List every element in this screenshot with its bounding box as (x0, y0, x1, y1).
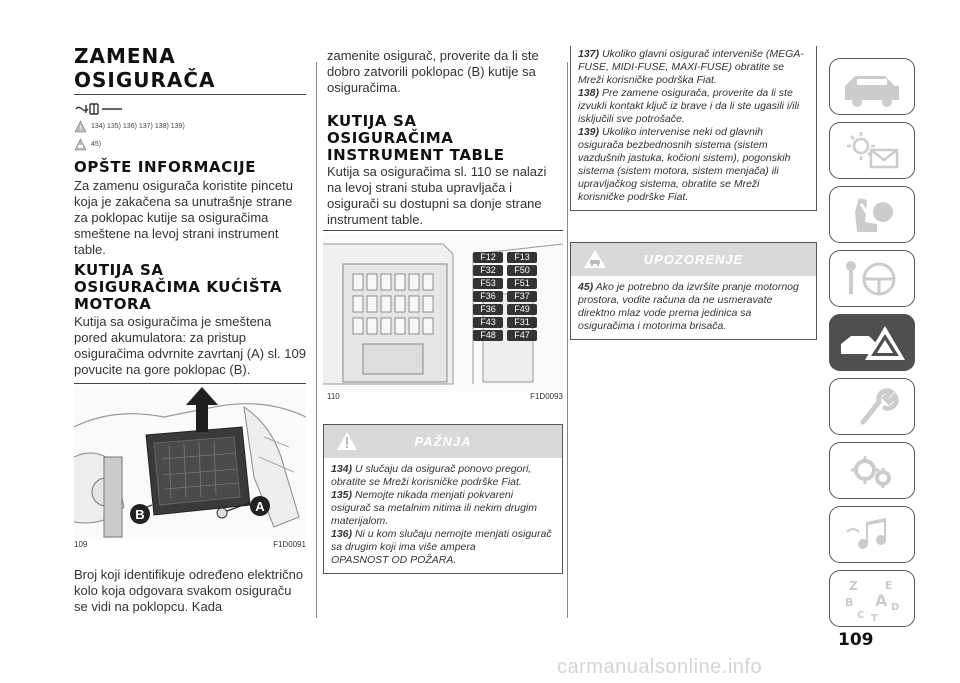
heading-kutija-line2: OSIGURAČIMA KUĆIŠTA (74, 278, 283, 296)
label-b-callout: B (130, 504, 150, 524)
fuse-label: F48 (473, 330, 503, 341)
tab-dashboard[interactable] (829, 58, 915, 115)
fuse-label: F47 (507, 330, 537, 341)
note-text: Ni u kom slučaju nemojte menjati osigurač sa drugim koji ima više ampera (331, 528, 552, 553)
fuse-label: F50 (507, 265, 537, 276)
tab-maintenance[interactable] (829, 378, 915, 435)
note-text: Ako je potrebno da izvršite pranje motornog prostora, vodite računa da ne usmeravate direktno mlaz vode prema jedinica sa osiguračima i motorima brisača. (578, 281, 799, 332)
tab-index[interactable] (829, 570, 915, 627)
heading-instr-line2: OSIGURAČIMA (327, 129, 454, 147)
attention-body-continued (571, 46, 816, 210)
paragraph-opste: Za zamenu osigurača koristite pincetu koja je zakačena sa unutrašnje strane za poklopac kutije sa osiguračima smeštene na levoj strani instrument table. (74, 178, 293, 257)
section-title-line1: ZAMENA (74, 44, 176, 68)
note-139 (578, 126, 808, 204)
attention-box (323, 424, 563, 574)
warning-box (570, 242, 817, 340)
heading-opste-informacije: OPŠTE INFORMACIJE (74, 158, 257, 176)
note-number: 136) (331, 528, 353, 540)
airbag-seat-icon (837, 192, 907, 238)
column-divider-2 (567, 62, 568, 618)
paragraph-continuation: zamenite osigurač, proverite da li ste dobro zatvorili poklopac (B) kutije sa osiguračima. (327, 48, 539, 95)
index-letter: A (875, 590, 888, 610)
breakdown-warning-icon (837, 320, 907, 366)
fuse-label: F12 (473, 252, 503, 263)
figure-rule (74, 383, 306, 384)
fuse-label: F53 (473, 278, 503, 289)
attention-body (324, 458, 562, 573)
note-135 (331, 489, 554, 528)
note-136 (331, 528, 554, 554)
figure-rule (323, 230, 563, 231)
note-text: Ukoliko glavni osigurač interveniše (MEGA-FUSE, MIDI-FUSE, MAXI-FUSE) obratite se Mreži korisničke podrška Fiat. (578, 48, 804, 86)
figure-code: F1D0091 (273, 540, 306, 549)
car-dashboard-icon (837, 64, 907, 110)
attention-box-continued (570, 46, 817, 211)
note-number: 135) (331, 489, 353, 501)
note-text: U slučaju da osigurač ponovo pregori, obratite se Mreži korisničke podrške Fiat. (331, 463, 532, 488)
index-letter: Z (849, 578, 858, 593)
fuse-label: F36 (473, 304, 503, 315)
watermark-text: carmanualsonline.info (557, 656, 763, 678)
fuse-label: F49 (507, 304, 537, 315)
fuse-label: F36 (473, 291, 503, 302)
svg-text:!: ! (79, 124, 83, 133)
figure-number: 109 (74, 540, 88, 549)
note-134 (331, 463, 554, 489)
fuse-label: F37 (507, 291, 537, 302)
warning-triangle-icon (336, 431, 358, 451)
note-number: 134) (331, 463, 353, 475)
note-number: 139) (578, 126, 600, 138)
note-text: Pre zamene osigurača, proverite da li ste izvukli kontakt ključ iz brave i da li ste ugasili i/ili isključili sve potrošače. (578, 87, 800, 125)
figure-caption (327, 392, 563, 401)
refs-attention-text: 134) 135) 136) 137) 138) 139) (91, 123, 185, 130)
tab-multimedia[interactable] (829, 506, 915, 563)
chapter-tabs (829, 58, 915, 634)
warning-triangle-icon (74, 120, 87, 133)
index-letter: B (845, 595, 854, 609)
engine-fuse-box-illustration (74, 387, 306, 539)
heading-instr-line1: KUTIJA SA (327, 112, 417, 130)
column-divider-1 (316, 62, 317, 618)
tab-safety[interactable] (829, 186, 915, 243)
figure-110 (323, 230, 563, 406)
paragraph-broj: Broj koji identifikuje određeno električno kolo koja odgovara svakom osiguraču se vidi na poklopcu. Kada (74, 567, 304, 614)
tab-emergency[interactable] (829, 314, 915, 371)
fuse-label: F31 (507, 317, 537, 328)
warning-car-icon (74, 138, 87, 151)
section-title-line2: OSIGURAČA (74, 68, 216, 92)
alphabet-index-icon (837, 576, 907, 622)
tab-lights-messages[interactable] (829, 122, 915, 179)
paragraph-instr: Kutija sa osiguračima sl. 110 se nalazi na levoj strani stuba upravljača i osigurači su dostupni sa donje strane instrument table. (327, 164, 547, 227)
gears-icon (837, 448, 907, 494)
index-letter: T (871, 612, 878, 622)
note-number: 45) (578, 281, 594, 293)
tab-technical-data[interactable] (829, 442, 915, 499)
page-number: 109 (838, 630, 874, 650)
warning-body (571, 276, 816, 339)
refs-row-attention (74, 120, 185, 133)
fuse-label-grid (473, 252, 537, 341)
figure-code: F1D0093 (530, 392, 563, 401)
note-137 (578, 48, 808, 87)
music-nav-icon (837, 512, 907, 558)
index-letter: E (885, 578, 893, 592)
label-a-callout: A (250, 496, 270, 516)
note-end: OPASNOST OD POŽARA. (331, 554, 457, 566)
index-letter: C (857, 609, 865, 621)
fuse-label: F32 (473, 265, 503, 276)
fuse-label: F51 (507, 278, 537, 289)
heading-instr-line3: INSTRUMENT TABLE (327, 146, 505, 164)
tab-driving[interactable] (829, 250, 915, 307)
note-number: 137) (578, 48, 600, 60)
attention-title: PAŽNJA (414, 434, 472, 449)
note-text: Ukoliko intervenise neki od glavnih osigurača bezbednosnih sistema (sistem vazdušnih jastuka, kočioni sistem), pogonskih sistema (sistem motora, sistem menjača) ili upravljačkog sistema, obratite se Mreži korisničke podrške Fiat. (578, 126, 791, 203)
warning-title: UPOZORENJE (643, 252, 744, 267)
note-number: 138) (578, 87, 600, 99)
warning-car-icon (583, 249, 607, 269)
title-rule (74, 94, 306, 95)
fuse-label: F43 (473, 317, 503, 328)
note-138 (578, 87, 808, 126)
heading-kutija-line3: MOTORA (74, 295, 152, 313)
index-letter: D (891, 601, 900, 613)
fuse-label: F13 (507, 252, 537, 263)
lights-mail-icon (837, 128, 907, 174)
warning-header (571, 243, 816, 276)
refs-warning-text: 45) (91, 141, 102, 148)
figure-caption (74, 540, 306, 549)
note-text: Nemojte nikada menjati pokvareni osigurač sa metalnim nitima ili nekim drugim materijalom. (331, 489, 537, 527)
attention-header (324, 425, 562, 458)
figure-number: 110 (327, 392, 340, 401)
heading-kutija-line1: KUTIJA SA (74, 261, 164, 279)
paragraph-kutija: Kutija sa osiguračima je smeštena pored akumulatora: za pristup osiguračima odvrnite zavrtanj (A) sl. 109 povucite na gore poklopac (B). (74, 314, 306, 377)
figure-109 (74, 383, 306, 553)
warning-45 (578, 281, 808, 333)
wrench-icon (837, 384, 907, 430)
steering-key-icon (837, 256, 907, 302)
refs-row-warning (74, 138, 101, 151)
